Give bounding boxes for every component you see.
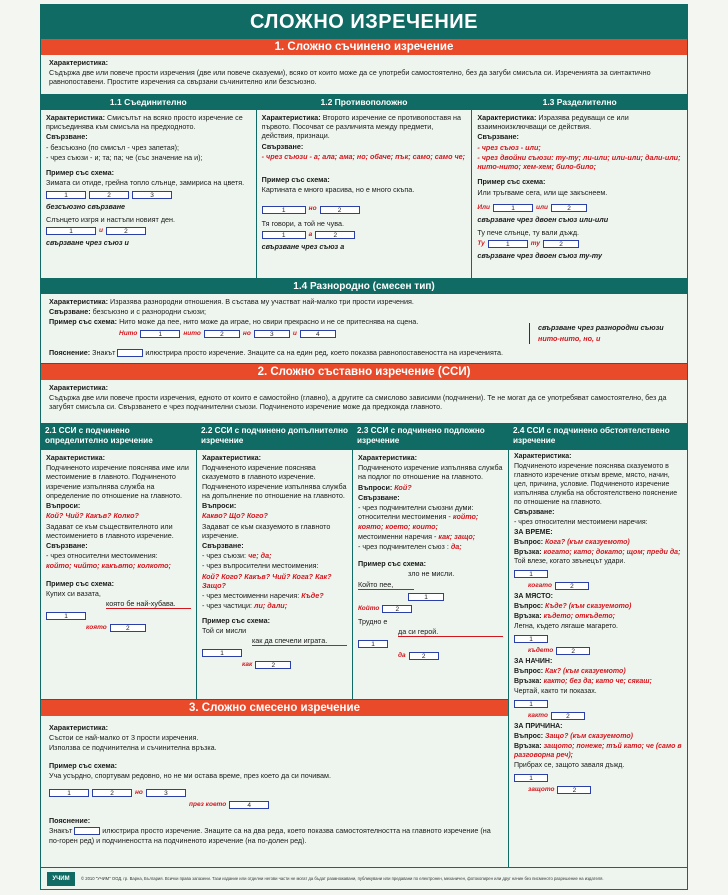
scheme-caption: свързване чрез съюз а [261,241,345,251]
clause-box: 2 [382,605,412,613]
conn-words: Кой? Кого? Какъв? Чий? Кога? Как? Защо? [202,571,332,590]
scheme [408,592,503,602]
questions: Защо? (към сказуемото) [545,733,633,741]
scheme [358,639,503,649]
scheme [46,226,251,236]
example-sentence: Купих си вазата, [46,588,101,598]
example-sentence: Той влезе, когато звънецът удари. [514,558,626,566]
footer-copyright: © 2010 "УЧИМ" ООД, гр. Варна, България. Всички права запазени. Тази издание или отделни негови части не могат да бъдат размножавани, публикувани или предавани по електронен, механичен, фотокопирен или друг начин без писменото разрешение на издателя. [81,875,604,881]
clause-box: 1 [514,570,548,578]
scheme-caption: свързване чрез двоен съюз ту-ту [477,251,603,261]
conn-line: - чрез местоименни наречия: [202,591,300,601]
char-text: Изразява редуващи се или взаимноизключващи се действия. [477,113,629,132]
example-label: Пример със схема: [49,317,118,327]
link-label: Връзка: [514,678,542,686]
example-label: Пример със схема: [261,175,330,185]
example-sentence: Чертай, както ти показах. [514,688,597,696]
clause-box [117,349,143,357]
conn-words: ли; дали; [254,601,288,611]
conjunction: през което [189,800,227,808]
clause-box: 1 [514,700,548,708]
questions: Какво? Що? Кого? [202,511,268,521]
clause-box: 3 [146,789,186,797]
note-text: Знакът [49,826,73,836]
section-2-columns [41,424,687,880]
example-sentence: Той си мисли [202,625,247,635]
example-sentence-sub: Който пее, [358,580,414,590]
link-label: Връзка: [514,742,542,750]
conn-line: - чрез съюзи: [202,551,247,561]
section-1-columns [41,95,687,279]
conn-words: как; защо; [438,531,476,541]
clause-box: 2 [556,647,590,655]
clause-box: 1 [358,640,388,648]
questions: Кога? (към сказуемото) [545,538,630,546]
col-1-1-head: 1.1 Съединително [41,95,256,110]
example-sentence: Уча усърдно, спортувам редовно, но не ми остава време, през което да си почивам. [49,770,331,780]
clause-box: 1 [46,191,86,199]
clause-box: 2 [320,206,360,214]
clause-box: 2 [543,240,579,248]
question-label: Въпрос: [514,733,544,741]
conn-label: Свързване: [261,141,304,151]
scheme [262,230,467,240]
scheme [514,569,682,579]
questions: Кой? Чий? Какъв? Колко? [46,511,139,521]
char-label: Характеристика: [358,453,418,462]
col-2-3 [353,424,508,699]
char-text: Изразява разнородни отношения. В състава му участват най-малко три прости изречения. [110,297,414,306]
clause-box [74,827,100,835]
conjunction: Или [477,203,491,211]
conjunction: или [536,203,549,211]
example-label: Пример със схема: [46,168,115,178]
conn-line: - чрез въпросителни местоимения: [202,561,319,571]
conn-words: че; да; [248,551,272,561]
scheme [514,699,682,709]
col-1-3-head: 1.3 Разделително [472,95,687,110]
example-sentence: Легна, където лягаше магарето. [514,623,618,631]
example-label: Пример със схема: [46,578,115,588]
clause-box: 2 [92,789,132,797]
question-label: Въпроси: [358,482,393,492]
clause-box: 1 [493,204,533,212]
example-label: Пример със схема: [49,760,118,770]
scheme [189,800,500,810]
example-label: Пример със схема: [358,559,427,569]
example-label: Пример със схема: [477,177,546,187]
char-text: Състои се най-малко от 3 прости изречения. [49,733,199,743]
publisher-logo: УЧИМ [47,872,75,886]
char-label: Характеристика: [46,113,106,122]
clause-box: 2 [551,712,585,720]
section-1-4-title: 1.4 Разнородно (смесен тип) [41,279,687,294]
section-1-4-body [41,294,687,364]
conn-line: - чрез относителни местоимения: [46,551,158,561]
conn-words: защото; понеже; тъй като; че (само в разговорна реч); [514,742,682,759]
conn-label: Свързване: [202,540,244,550]
clause-box: 4 [229,801,269,809]
conjunction: Ту [477,240,485,248]
example-sentence: Прибрах се, защото заваля дъжд. [514,761,625,769]
clause-box: 4 [300,330,336,338]
char-text: Използва се подчинителна и съчинителна връзка. [49,743,217,753]
conjunction: и [292,329,297,337]
example-sentence-sub: как да спечели играта. [252,636,347,646]
col-1-3 [472,95,687,278]
clause-box: 1 [46,227,96,235]
col-2-4-head: 2.4 ССИ с подчинено обстоятелствено изречение [509,424,687,450]
example-sentence: Трудно е [358,616,388,626]
example-sentence: Картината е много красива, но е много скъпа. [261,185,415,195]
clause-box: 1 [488,240,528,248]
conjunction: но [135,788,143,796]
clause-box: 1 [514,774,548,782]
col-2-1 [41,424,197,699]
s2-char-label: Характеристика: [49,383,109,392]
conn-line: - чрез подчинителен съюз : [358,541,449,551]
conn-label: Свързване: [46,132,88,142]
scheme [358,604,503,614]
col-1-2 [257,95,473,278]
char-text: Задават се към сказуемото в главното изречение. [202,521,331,540]
char-text: Подчиненото изречение пояснява сказуемото в главното изречение. Подчиненото изречение изпълнява служба на допълнение по отношение на главното. [202,463,347,500]
conn-line: - безсъюзно (по смисъл - чрез запетая); [46,142,180,152]
conn-words: когато; като; докато; щом; преди да; [543,548,681,556]
clause-box: 1 [49,789,89,797]
footer [41,867,687,889]
conn-text: безсъюзно и с разнородни съюзи; [92,307,206,317]
conn-label: Свързване: [49,307,91,317]
scheme [528,646,682,656]
conjunction: Нито [119,329,138,337]
scheme [86,623,191,633]
clause-box: 1 [408,593,444,601]
col-2-2 [197,424,353,699]
conjunction: ту [530,240,541,248]
char-label: Характеристика: [514,453,572,460]
example-sentence: Слънцето изгря и настъпи новият ден. [46,214,175,224]
questions: Как? (към сказуемото) [545,668,626,676]
scheme [49,788,500,798]
scheme [202,648,347,658]
conjunction: когато [528,582,552,590]
clause-box: 2 [315,231,355,239]
example-sentence-sub: която бе най-хубава. [106,599,191,609]
conn-words: който; която; което; които; [358,512,479,531]
poster [40,4,688,890]
conjunction: нито [183,329,201,337]
conjunction: как [242,661,253,668]
link-label: Връзка: [514,613,542,621]
section-3-title: 3. Сложно смесено изречение [41,700,508,716]
col-1-2-head: 1.2 Противоположно [257,95,472,110]
conn-words: където; откъдето; [543,613,615,621]
char-label: Характеристика: [49,297,109,306]
scheme [528,785,682,795]
conn-line: местоименни наречия - [358,531,437,541]
char-text: Подчиненото изречение изпълнява служба на подлог по отношение на главното. [358,463,503,482]
char-label: Характеристика: [46,453,106,462]
clause-box: 2 [551,204,587,212]
conn-words: както; без да; като че; сякаш; [543,678,652,686]
question-label: Въпрос: [514,668,544,676]
note-label: Пояснение: [49,816,91,826]
example-sentence: Тя говори, а той не чува. [261,218,344,228]
char-label: Характеристика: [477,113,537,122]
s1-char-label: Характеристика: [49,58,109,67]
s2-char-text: Съдържа две или повече прости изречения, едното от които е самостойно (главно), а другите са смислово зависими (подчинени). Те не могат да се употребяват самостоятелно, без да загубят смисъла си. Свързването е чрез подчинителни съюзи. Подчиненото изречение може да предхожда главното. [49,393,667,412]
side-note-conjunctions: нито-нито, но, и [538,333,601,343]
clause-box: 1 [262,206,306,214]
example-sentence: зло не мисли. [408,569,455,579]
scheme [477,203,682,213]
clause-box: 1 [202,649,242,657]
conjunction: да [398,652,406,660]
question-label: Въпроси: [46,501,81,511]
clause-box: 2 [557,786,591,794]
scheme [514,634,682,644]
scheme [46,190,251,200]
char-text: Второто изречение се противопоставя на първото. Посочват се различията между предмети, действия, признаци. [261,113,461,141]
clause-box: 2 [204,330,240,338]
scheme [477,239,682,249]
scheme [514,773,682,783]
conn-line: - чрез съюз - или; [477,142,541,152]
char-label: Характеристика: [49,723,109,732]
clause-box: 1 [46,612,86,620]
questions: Кой? [394,482,412,492]
scheme-caption: свързване чрез съюз и [46,237,129,247]
conjunction: Който [358,604,380,612]
questions: Къде? (към сказуемото) [545,603,632,611]
time-label: ЗА ВРЕМЕ: [514,528,553,536]
side-note: свързване чрез разнородни съюзи [538,323,664,333]
conn-label: Свързване: [46,540,88,550]
example-sentence: Ту пече слънце, ту вали дъжд. [477,227,580,237]
conn-line: - чрез двойни съюзи: ту-ту; ли-или; или-или; дали-или; нито-нито; хем-хем; било-било; [477,152,681,172]
conjunction: но [308,205,317,213]
note-text: Знакът [92,347,116,357]
conn-line: - чрез съюзи - а; ала; ама; но; обаче; пък; само; само че; [261,151,466,161]
note-text: илюстрира просто изречение. Знаците са на два реда, което показва самостоятелността на главното изречение (на по-горен ред) и подчинеността на подчиненото изречение (на по-долен ред). [49,826,491,845]
section-2-title: 2. Сложно съставно изречение (ССИ) [41,364,687,380]
note-label: Пояснение: [49,347,91,357]
conn-line: - чрез относителни местоимени наречия: [514,518,648,526]
scheme [262,205,467,215]
clause-box: 2 [409,652,439,660]
conjunction: защото [528,785,555,793]
s1-char-text: Съдържа две или повече прости изречения (две или повече сказуеми), всяко от които може да се употреби самостоятелно, без да загуби смисъла си. Изреченията за синтактично равнопоставени. Простите изречения са свързани съчинително или безсъюзно. [49,68,651,87]
conjunction: а [308,230,313,238]
example-sentence: Зимата си отиде, грейна топло слънце, замириса на цветя. [46,178,245,188]
conjunction: където [528,647,554,655]
scheme-caption: свързване чрез двоен съюз или-или [477,214,609,224]
conn-line: - чрез частици: [202,601,253,611]
clause-box: 2 [106,227,146,235]
conjunction: която [86,624,107,632]
conn-label: Свързване: [358,492,400,502]
clause-box: 1 [514,635,548,643]
col-2-3-head: 2.3 ССИ с подчинено подложно изречение [353,424,508,450]
char-text: Подчиненото изречение пояснява сказуемото в главното изречение откъм време, място, начин, цел, причина, условие. Подчиненото изречение изпълнява служба на обстоятелствено пояснение по отношение на главното. [514,462,678,506]
example-label: Пример със схема: [202,615,271,625]
clause-box: 2 [89,191,129,199]
clause-box: 2 [255,661,291,669]
mixed-side-note [529,323,679,343]
link-label: Връзка: [514,548,542,556]
conn-words: Къде? [301,591,324,601]
conn-words: да; [450,541,462,551]
scheme-caption: безсъюзно свързване [46,201,126,211]
conn-label: Свързване: [514,508,555,516]
section-3-body [41,716,508,849]
clause-box: 3 [132,191,172,199]
conn-line: - чрез съюзи - и; та; па; че (със значение на и); [46,152,203,162]
scheme [119,329,529,339]
cause-label: ЗА ПРИЧИНА: [514,723,563,731]
col-2-1-head: 2.1 ССИ с подчинено определително изречение [41,424,196,450]
section-1-characteristic [41,55,687,95]
question-label: Въпрос: [514,538,544,546]
col-2-2-head: 2.2 ССИ с подчинено допълнително изречение [197,424,352,450]
char-text: Смисълът на всяко просто изречение се присъединява към смисъла на предходното. [46,113,243,132]
conjunction: както [528,711,548,719]
scheme [46,611,191,621]
note-text: илюстрира просто изречение. Знаците са на един ред, което показва равнопоставеността на изреченията. [145,347,504,357]
clause-box: 1 [262,231,306,239]
conn-words: който; чийто; какъвто; колкото; [46,561,171,571]
conjunction: и [99,226,103,234]
example-sentence: Или тръгваме сега, или ще закъснеем. [477,187,608,197]
place-label: ЗА МЯСТО: [514,593,554,601]
clause-box: 2 [555,582,589,590]
clause-box: 1 [140,330,180,338]
clause-box: 3 [254,330,290,338]
question-label: Въпроси: [202,501,237,511]
manner-label: ЗА НАЧИН: [514,658,553,666]
section-1-title: 1. Сложно съчинено изречение [41,39,687,55]
char-label: Характеристика: [202,453,262,462]
col-2-4 [509,424,687,880]
scheme [528,711,682,721]
col-1-1 [41,95,257,278]
char-label: Характеристика: [261,113,321,122]
section-2-characteristic [41,380,687,424]
question-label: Въпрос: [514,603,544,611]
page-title: СЛОЖНО ИЗРЕЧЕНИЕ [41,5,687,39]
char-text: Задават се към съществителното или местоимението в главното изречение. [46,521,174,540]
scheme [398,651,503,661]
scheme [242,660,347,670]
clause-box: 2 [110,624,146,632]
example-sentence: Нито може да пее, нито може да играе, но свири прекрасно и не се притеснява на сцена. [119,317,419,327]
char-text: Подчиненото изречение пояснява име или местоимение в главното. Подчиненото изречение изпълнява служба на определение по отношение на главното. [46,463,189,500]
example-sentence-sub: да си герой. [398,627,503,637]
conn-line: - чрез подчинителни съюзни думи: относителни местоимения - [358,503,474,522]
conjunction: но [242,329,251,337]
scheme [528,581,682,591]
conn-label: Свързване: [477,132,519,142]
